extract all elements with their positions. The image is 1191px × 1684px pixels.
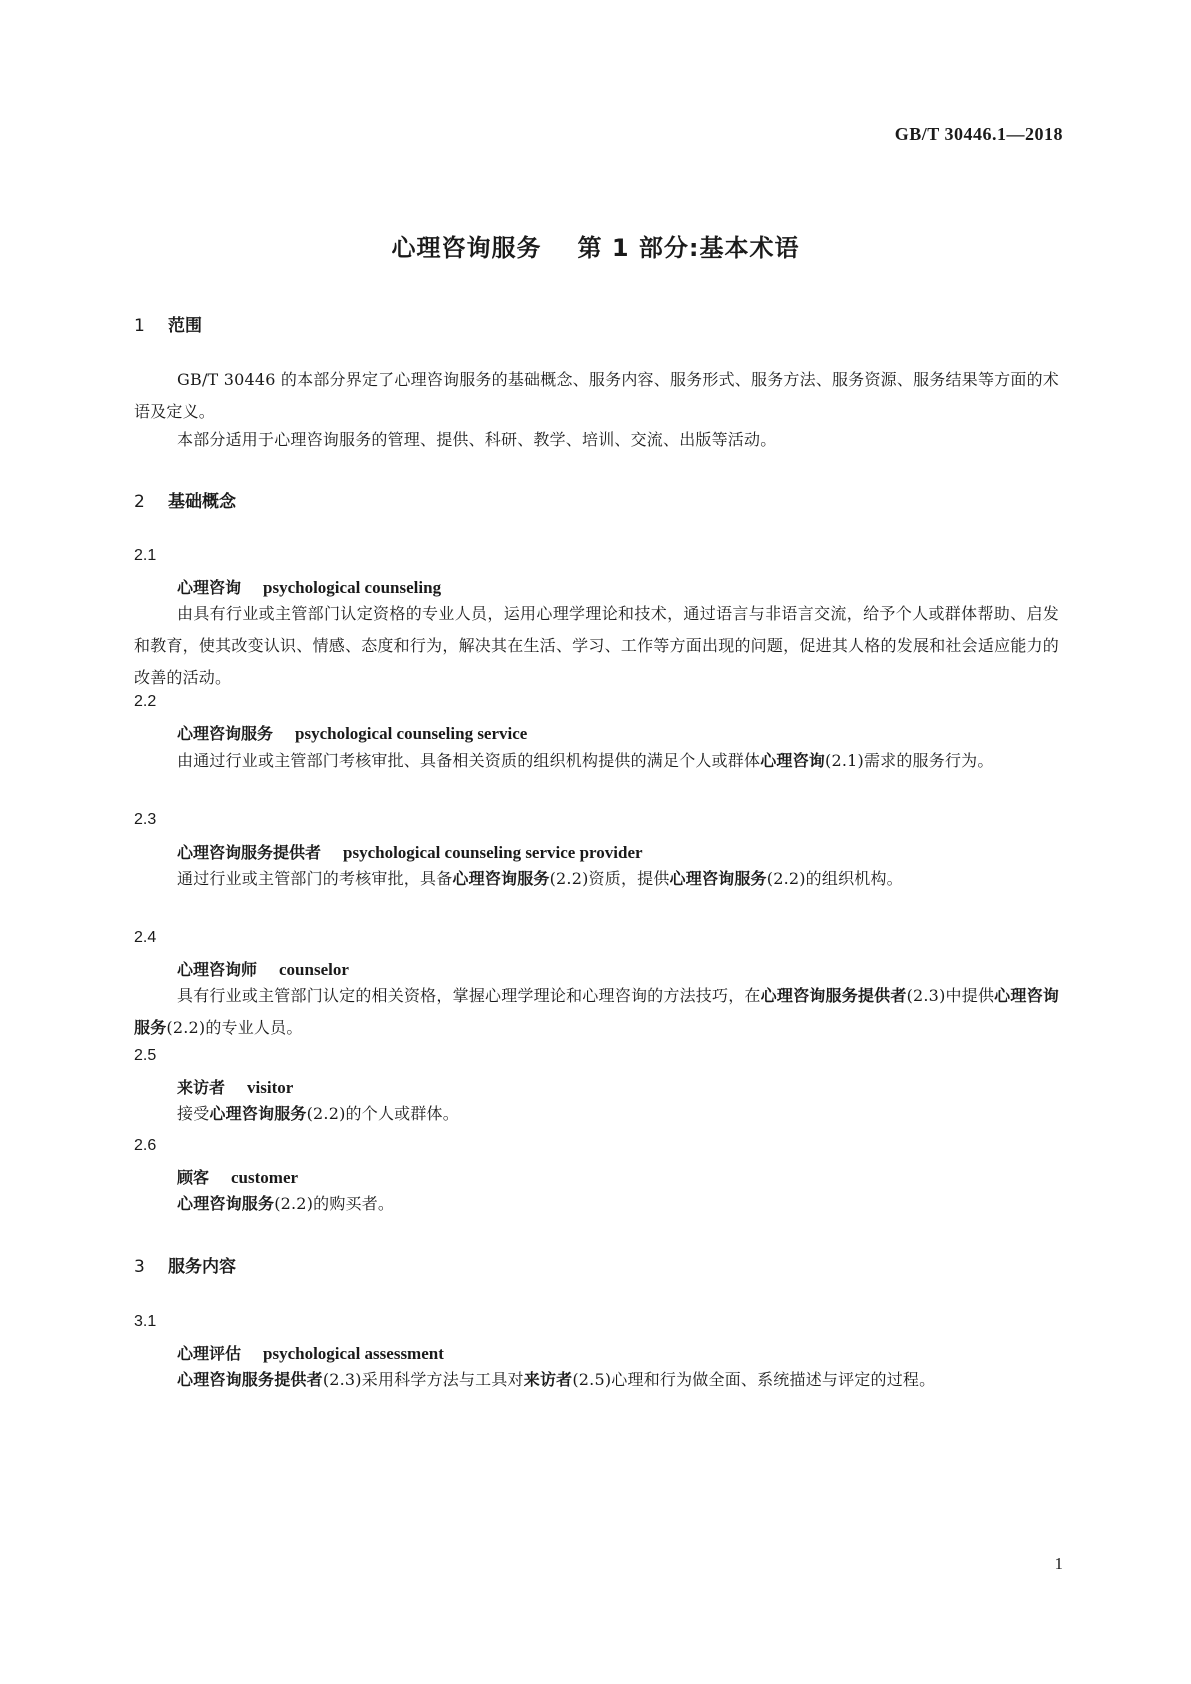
term-zh: 心理咨询服务 [177,724,274,743]
term-en: psychological counseling service provider [343,843,643,862]
def-text: (2.2)的专业人员。 [166,1018,303,1037]
def-text: (2.1)需求的服务行为。 [825,751,994,770]
term-en: counselor [279,960,349,979]
definition-2-2 [134,745,1059,777]
document-title [0,228,1191,263]
term-number-2-1: 2.1 [134,547,157,564]
def-text: 接受 [177,1104,210,1123]
term-2-5 [177,1075,293,1098]
scope-paragraph-2: 本部分适用于心理咨询服务的管理、提供、科研、教学、培训、交流、出版等活动。 [177,430,777,449]
section-number: 2 [134,492,145,512]
def-text: 具有行业或主管部门认定的相关资格，掌握心理学理论和心理咨询的方法技巧，在 [177,986,761,1005]
term-3-1 [177,1341,444,1364]
section-number: 3 [134,1257,145,1277]
term-number-2-3: 2.3 [134,811,157,828]
def-text: (2.2)的个人或群体。 [306,1104,459,1123]
term-reference: 心理咨询服务 [669,869,767,888]
term-2-3 [177,840,643,863]
def-text: (2.3)采用科学方法与工具对 [322,1370,524,1389]
section-title: 范围 [168,316,202,336]
term-2-4 [177,957,349,980]
term-en: visitor [247,1078,294,1097]
section-title: 服务内容 [168,1257,236,1277]
title-main: 心理咨询服务 [391,234,542,262]
definition-2-5 [134,1098,1059,1130]
scope-paragraph-1: GB/T 30446 的本部分界定了心理咨询服务的基础概念、服务内容、服务形式、服务方法、服务资源、服务结果等方面的术语及定义。 [134,370,1059,421]
term-reference: 来访者 [523,1370,573,1389]
standard-number: GB/T 30446.1—2018 [894,124,1063,144]
def-text: 通过行业或主管部门的考核审批，具备 [177,869,453,888]
section-title: 基础概念 [168,492,236,512]
term-reference: 心理咨询服务 [452,869,550,888]
term-en: psychological counseling [263,578,442,597]
term-reference: 心理咨询服务提供者 [760,986,907,1005]
term-zh: 心理咨询服务提供者 [177,843,322,862]
term-zh: 来访者 [177,1078,226,1097]
def-text: (2.2)资质，提供 [549,869,670,888]
definition-3-1 [134,1364,1059,1396]
term-reference: 心理咨询服务提供者 [177,1370,323,1389]
term-reference: 心理咨询服务 [177,1194,275,1213]
definition-2-3 [134,863,1059,895]
def-text: 由通过行业或主管部门考核审批、具备相关资质的组织机构提供的满足个人或群体 [177,751,761,770]
term-number-2-4: 2.4 [134,929,157,946]
term-number-3-1: 3.1 [134,1313,157,1330]
section-number: 1 [134,316,145,336]
section-3-heading [134,1252,236,1277]
term-2-1 [177,575,441,598]
term-2-2 [177,721,527,744]
term-en: customer [231,1168,299,1187]
def-text: (2.3)中提供 [906,986,995,1005]
definition-2-1: 由具有行业或主管部门认定资格的专业人员，运用心理学理论和技术，通过语言与非语言交流，给予个人或群体帮助、启发和教育，使其改变认识、情感、态度和行为，解决其在生活、学习、工作等方面出现的问题，促进其人格的发展和社会适应能力的改善的活动。 [134,604,1059,687]
section-1-heading [134,311,202,336]
term-zh: 顾客 [177,1168,210,1187]
term-reference: 心理咨询服务 [209,1104,307,1123]
term-number-2-6: 2.6 [134,1137,157,1154]
term-number-2-5: 2.5 [134,1047,157,1064]
definition-2-4 [134,980,1059,1044]
term-number-2-2: 2.2 [134,693,157,710]
section-2-heading [134,487,236,512]
def-text: (2.2)的组织机构。 [766,869,903,888]
term-zh: 心理咨询师 [177,960,258,979]
def-text: (2.5)心理和行为做全面、系统描述与评定的过程。 [572,1370,936,1389]
term-en: psychological counseling service [295,724,528,743]
term-reference: 心理咨询服务 [134,986,1060,1037]
title-part: 第 1 部分:基本术语 [577,234,800,262]
term-zh: 心理评估 [177,1344,242,1363]
term-zh: 心理咨询 [177,578,242,597]
term-en: psychological assessment [263,1344,444,1363]
term-reference: 心理咨询 [760,751,826,770]
definition-2-6 [134,1188,1059,1220]
term-2-6 [177,1165,298,1188]
page-number: 1 [1054,1554,1063,1573]
def-text: (2.2)的购买者。 [274,1194,395,1213]
